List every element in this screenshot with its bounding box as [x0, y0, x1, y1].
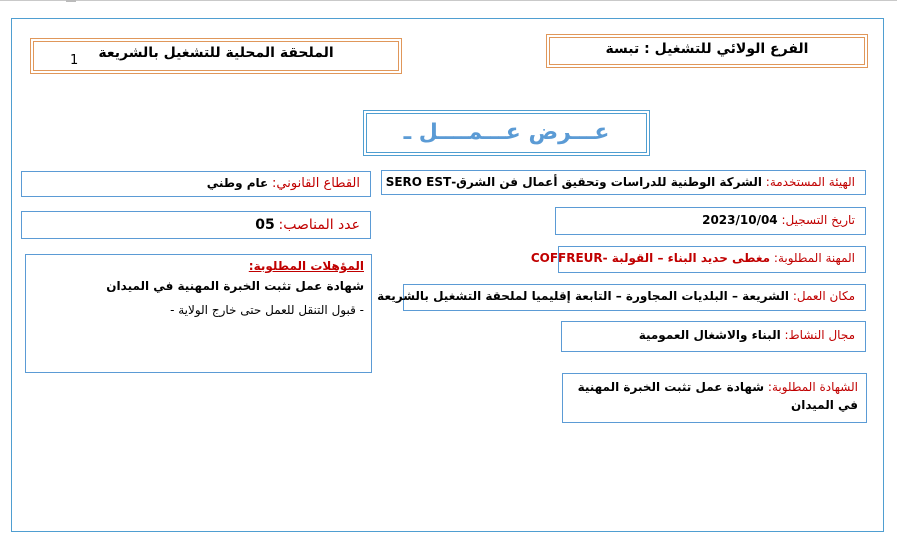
legal-sector-value: عام وطني	[206, 176, 269, 190]
workplace-value: الشريعة – البلديات المجاورة – التابعة إقليميا لملحقة التشغيل بالشريعة	[377, 289, 789, 303]
employer-field	[381, 170, 866, 195]
activity-field	[561, 321, 866, 352]
qualifications-label: المؤهلات المطلوبة:	[248, 259, 364, 273]
positions-count-value: 05	[255, 217, 275, 233]
employer-label: الهيئة المستخدمة:	[765, 175, 855, 189]
registration-date-value: 2023/10/04	[702, 213, 778, 227]
positions-count-label: عدد المناصب:	[278, 217, 360, 233]
required-profession-field	[530, 246, 866, 273]
required-profession-label: المهنة المطلوبة:	[773, 251, 855, 265]
window-top-edge	[0, 0, 897, 3]
branch-header-text: الفرع الولائي للتشغيل : تبسة	[605, 41, 809, 57]
positions-count-field	[21, 211, 371, 239]
branch-header-box	[549, 37, 865, 65]
activity-field-label: مجال النشاط:	[784, 328, 855, 342]
required-certificate-value: شهادة عمل تثبت الخبرة المهنية في الميدان	[577, 380, 858, 412]
required-profession-value: مغطى حديد البناء – القولبة -COFFREUR	[530, 251, 771, 265]
required-certificate-label: الشهادة المطلوبة:	[767, 380, 858, 394]
legal-sector-field	[21, 171, 371, 197]
agency-marker: 1	[70, 53, 79, 68]
agency-header-text: الملحقة المحلية للتشغيل بالشريعة	[98, 45, 334, 61]
agency-header-box	[33, 41, 399, 71]
workplace-field	[377, 284, 866, 311]
registration-date-label: تاريخ التسجيل:	[781, 213, 855, 227]
qualification-item: شهادة عمل تثبت الخبرة المهنية في الميدان	[106, 279, 364, 293]
offer-title-box	[366, 113, 647, 153]
registration-date-field	[555, 207, 866, 235]
top-tick-mark	[66, 0, 76, 2]
required-certificate-field	[562, 373, 867, 423]
qualification-item: - قبول التنقل للعمل حتى خارج الولاية -	[170, 303, 364, 317]
offer-title: عـــرض عـــمــــل ـ	[403, 120, 610, 145]
activity-field-value: البناء والاشغال العمومية	[638, 328, 781, 342]
employer-value: الشركة الوطنية للدراسات وتحقيق أعمال فن الشرق-SERO EST	[385, 175, 762, 189]
legal-sector-label: القطاع القانوني:	[272, 176, 360, 191]
qualifications-box	[25, 254, 372, 373]
workplace-label: مكان العمل:	[792, 289, 855, 303]
